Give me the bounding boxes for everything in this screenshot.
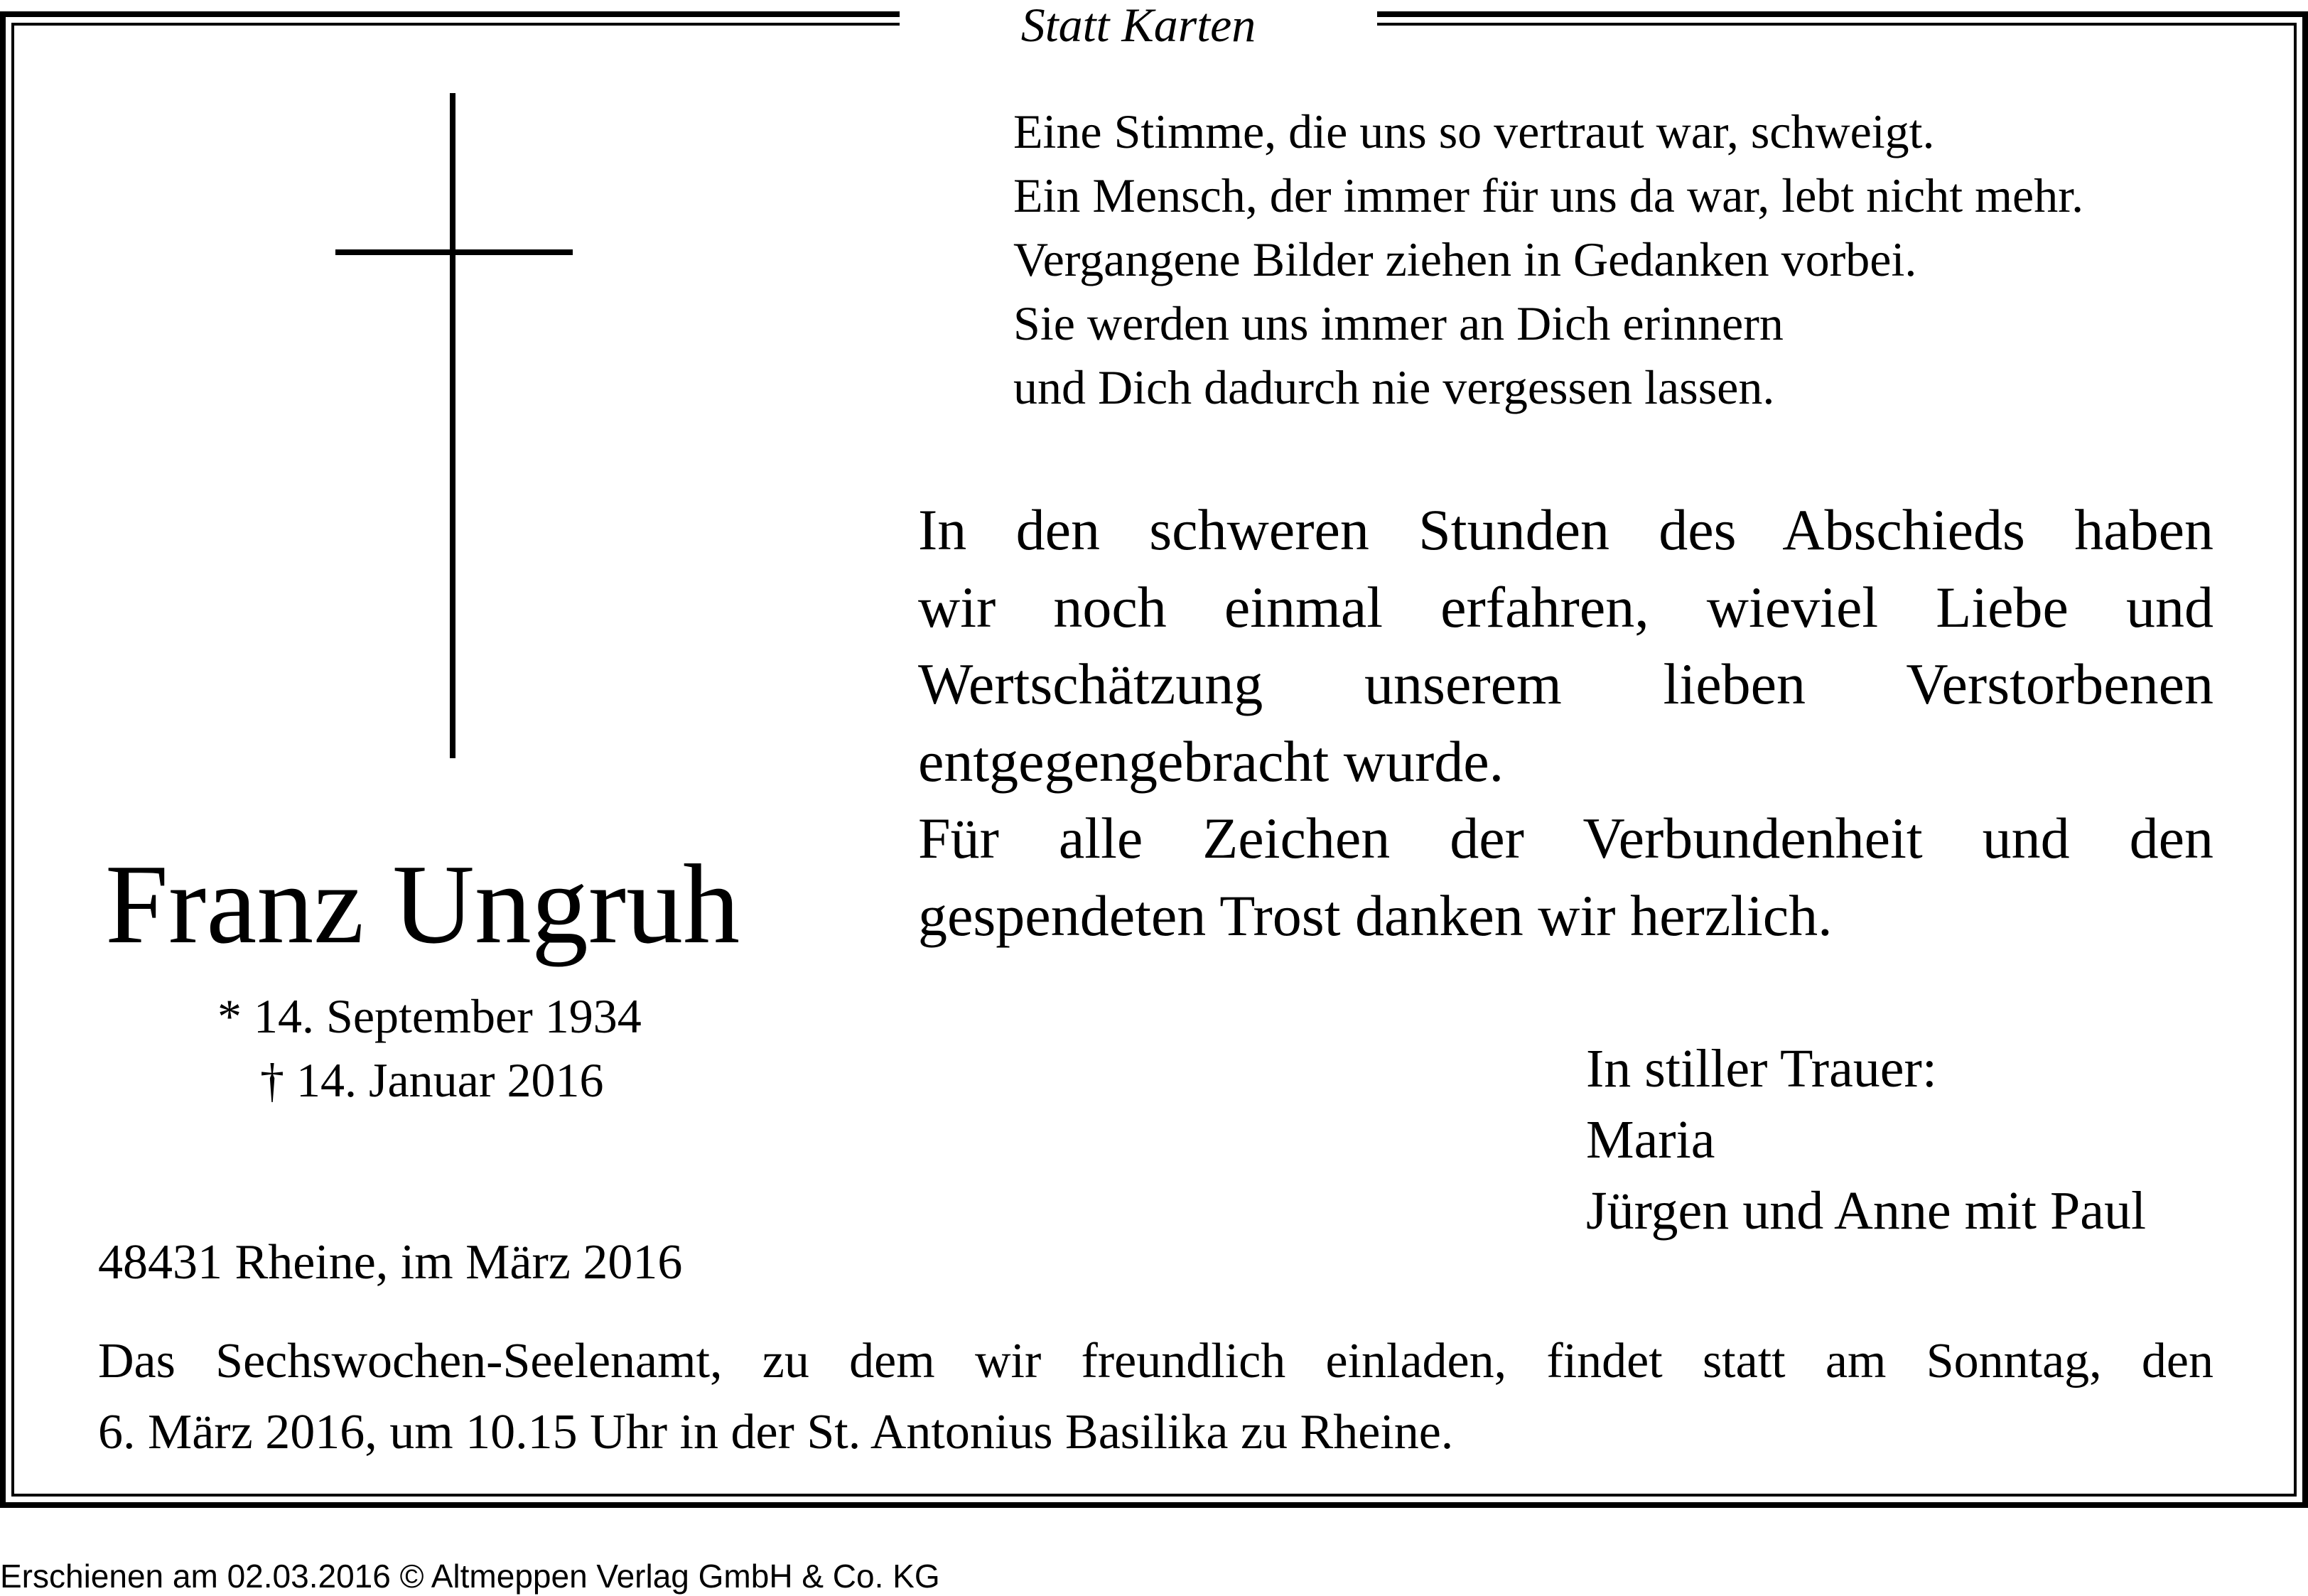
header-title: Statt Karten [1020,0,1256,52]
poem-line: Eine Stimme, die uns so vertraut war, schweigt. [1013,104,1935,158]
thanks-line: wir noch einmal erfahren, wieviel Liebe und [918,574,2213,640]
poem-line: Vergangene Bilder ziehen in Gedanken vorbei. [1013,232,1917,286]
place-date: 48431 Rheine, im März 2016 [98,1235,683,1290]
mass-line: Das Sechswochen-Seelenamt, zu dem wir freundlich einladen, findet statt am Sonntag, den [98,1334,2213,1389]
publisher-footer: Erschienen am 02.03.2016 © Altmeppen Verlag GmbH & Co. KG [0,1558,940,1595]
thanks-text [918,492,2213,954]
mourners-intro: In stiller Trauer: [1586,1039,1937,1099]
mass-announcement [98,1326,2213,1468]
thanks-line: In den schweren Stunden des Abschieds haben [918,497,2213,562]
mourner-name: Maria [1586,1110,1715,1170]
thanks-line: Wertschätzung unserem lieben Verstorbenen [918,652,2213,716]
cross-icon-beam [335,249,573,255]
birth-date: * 14. September 1934 [217,989,642,1043]
mass-line: 6. März 2016, um 10.15 Uhr in der St. Antonius Basilika zu Rheine. [98,1405,1454,1460]
poem-line: Ein Mensch, der immer für uns da war, lebt nicht mehr. [1013,168,2084,222]
poem-line: und Dich dadurch nie vergessen lassen. [1013,360,1775,414]
thanks-line: gespendeten Trost danken wir herzlich. [918,883,1833,948]
poem [1013,99,2264,419]
thanks-line: entgegengebracht wurde. [918,728,1504,794]
mourner-name: Jürgen und Anne mit Paul [1586,1181,2147,1241]
mourners [1586,1033,2146,1246]
cross-icon [450,93,455,758]
poem-line: Sie werden uns immer an Dich erinnern [1013,296,1784,350]
deceased-name: Franz Ungruh [105,841,740,967]
death-date: † 14. Januar 2016 [260,1053,604,1107]
thanks-line: Für alle Zeichen der Verbundenheit und den [918,806,2213,870]
